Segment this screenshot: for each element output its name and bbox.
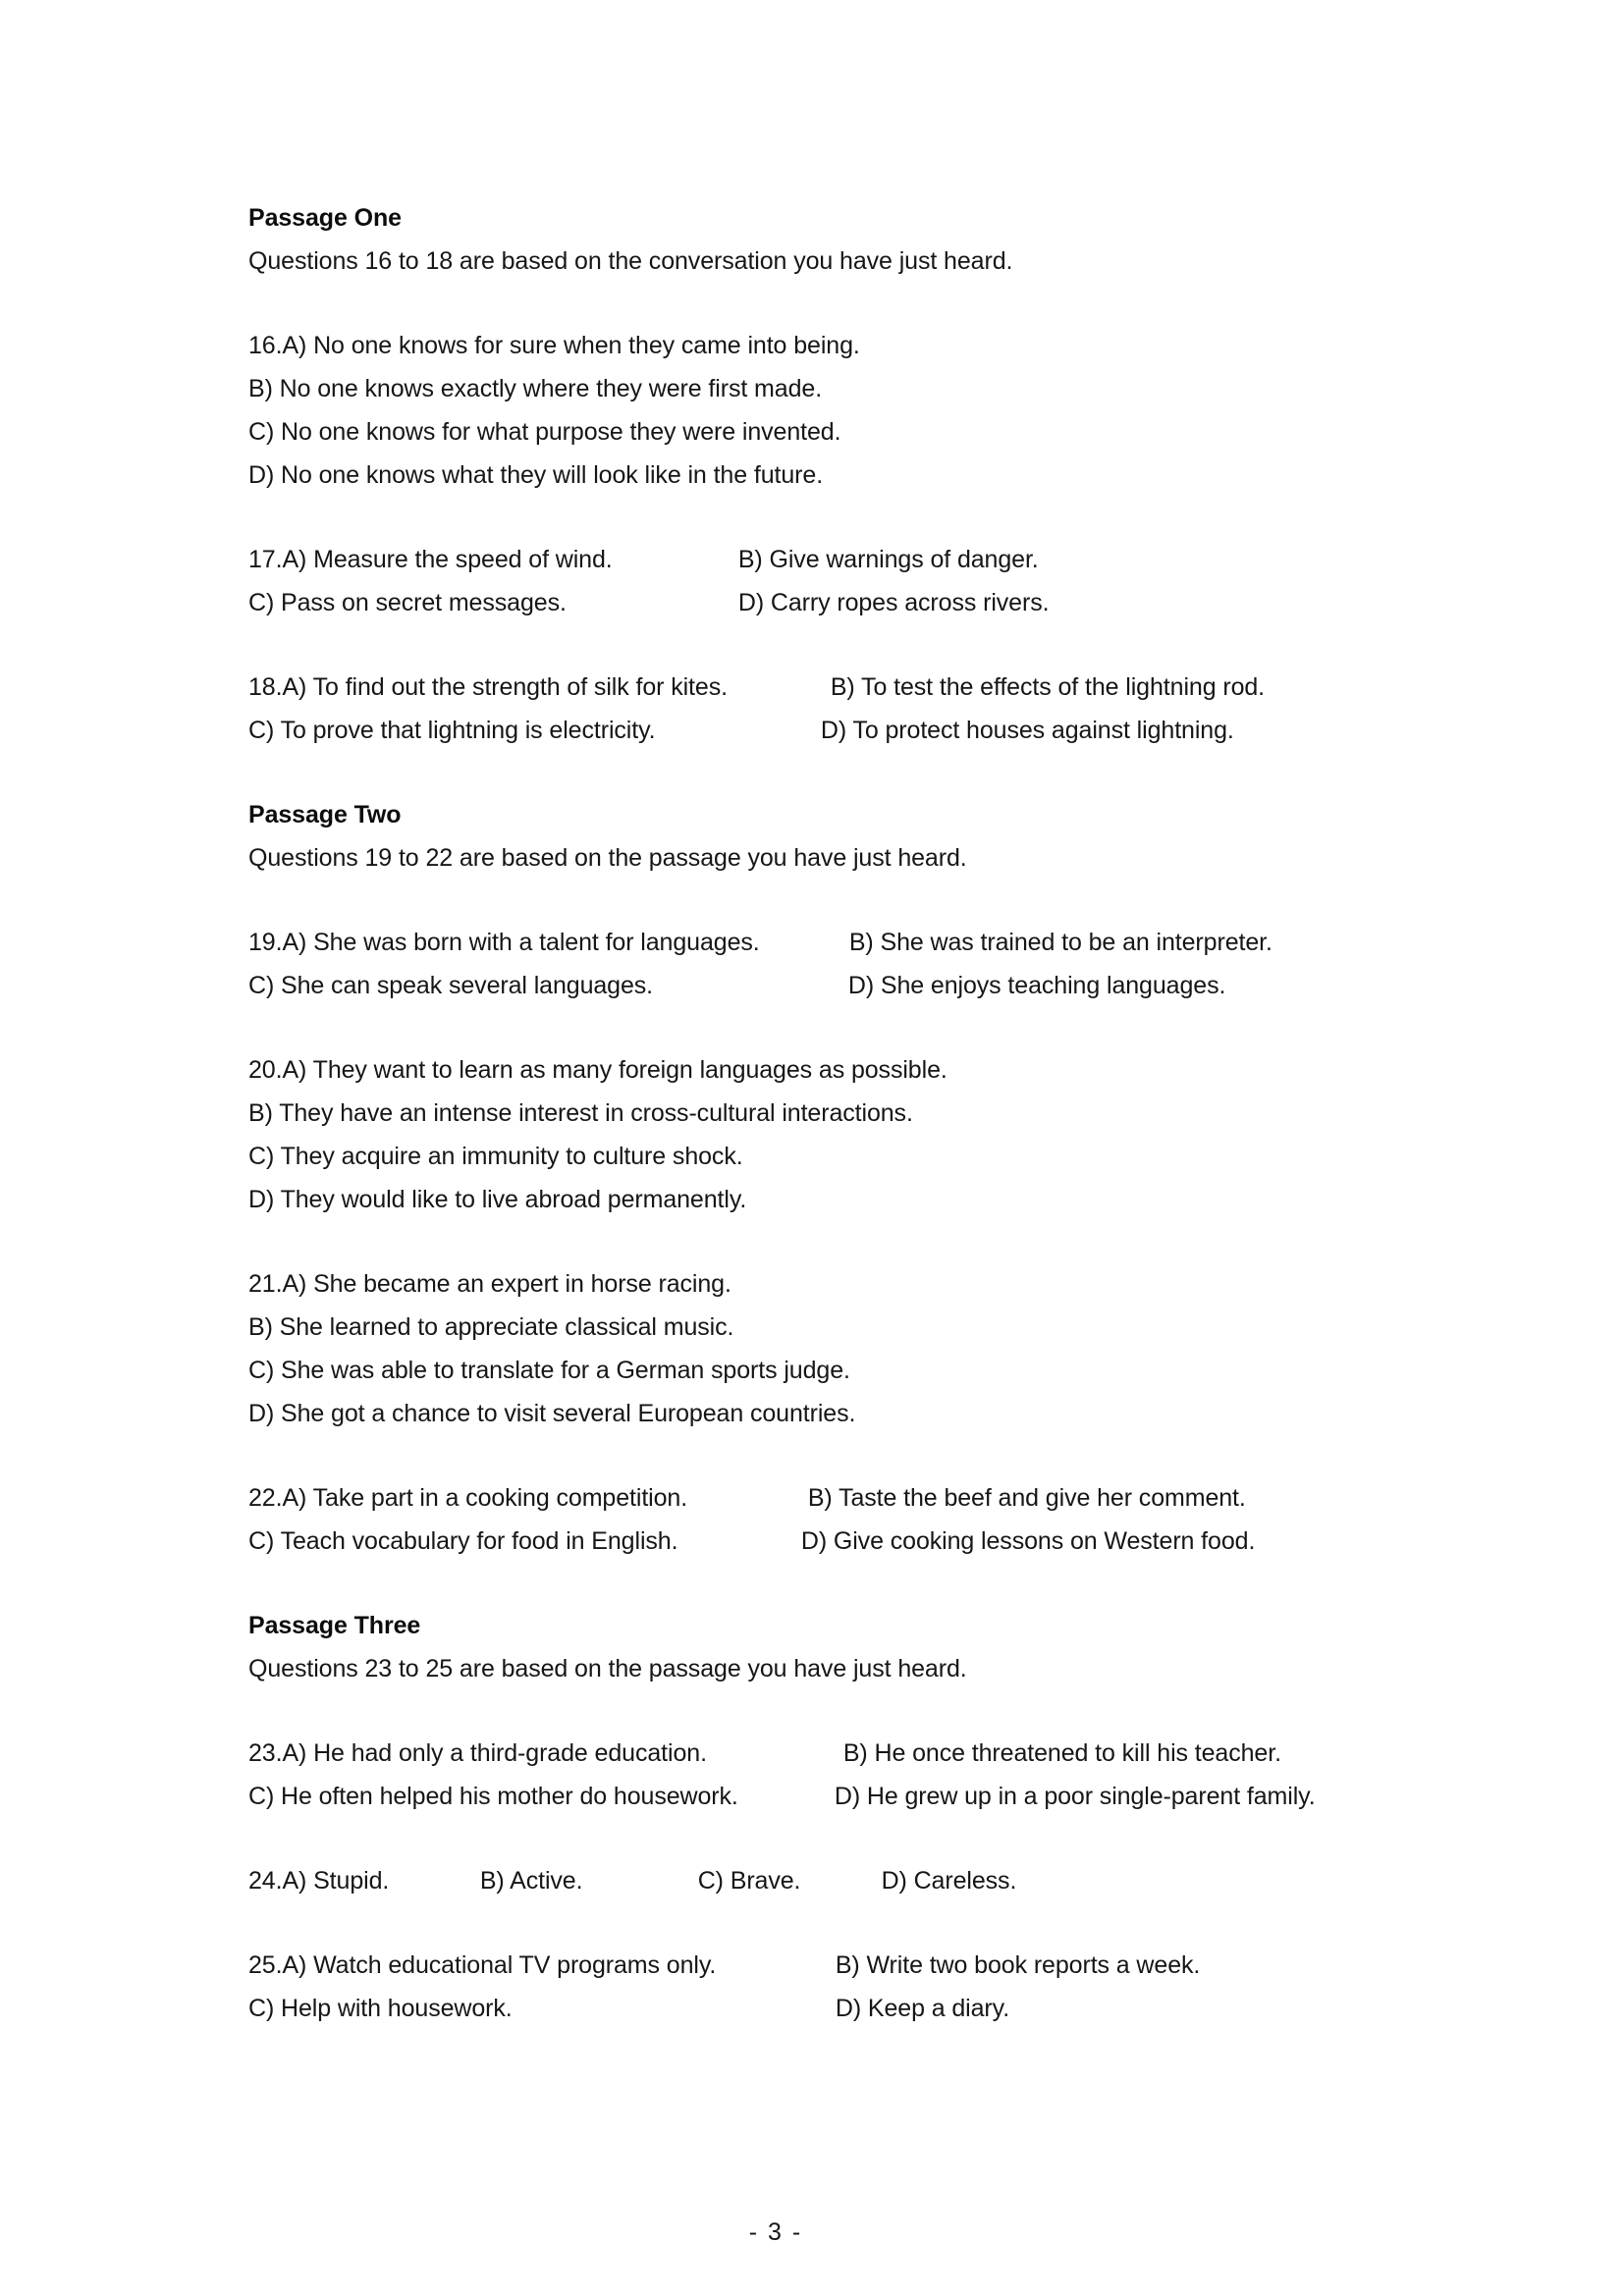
question-22-option-d: D) Give cooking lessons on Western food. (800, 1527, 1256, 1555)
passage-one-instruction: Questions 16 to 18 are based on the conversation you have just heard. (248, 247, 1013, 275)
spacer (248, 1007, 1585, 1048)
question-24-option-b: B) Active. (479, 1867, 583, 1895)
question-24-option-c: C) Brave. (697, 1867, 801, 1895)
question-23-row-2 (248, 1775, 1585, 1818)
question-20-option-c: C) They acquire an immunity to culture shock. (248, 1143, 743, 1170)
passage-three-title: Passage Three (248, 1612, 421, 1639)
spacer (248, 1690, 1585, 1732)
question-18-option-c: C) To prove that lightning is electricity. (248, 717, 656, 744)
question-23-option-a: 23.A) He had only a third-grade education. (248, 1739, 707, 1767)
question-19-option-a: 19.A) She was born with a talent for languages. (248, 929, 760, 956)
question-18-option-b: B) To test the effects of the lightning rod. (830, 673, 1266, 701)
page-number: - 3 - (748, 2218, 803, 2246)
question-16-option-c: C) No one knows for what purpose they were invented. (248, 418, 841, 446)
spacer (248, 1818, 1585, 1859)
question-20-option-b: B) They have an intense interest in cross-cultural interactions. (248, 1099, 913, 1127)
passage-one-title: Passage One (248, 204, 402, 232)
question-22-option-a: 22.A) Take part in a cooking competition. (248, 1484, 688, 1512)
question-25-option-a: 25.A) Watch educational TV programs only. (248, 1951, 717, 1979)
question-16-option-d: D) No one knows what they will look like in the future. (248, 461, 824, 489)
question-21-option-b: B) She learned to appreciate classical music. (248, 1313, 734, 1341)
passage-two-title: Passage Two (248, 801, 402, 828)
question-19-row-2 (248, 964, 1585, 1007)
question-25-option-c: C) Help with housework. (248, 1995, 513, 2022)
question-19-option-b: B) She was trained to be an interpreter. (848, 929, 1272, 956)
question-17-option-a: 17.A) Measure the speed of wind. (248, 546, 613, 573)
spacer (248, 752, 1585, 793)
question-17-option-d: D) Carry ropes across rivers. (737, 589, 1050, 616)
question-22-row-1 (248, 1476, 1585, 1520)
question-20-option-d: D) They would like to live abroad permanently. (248, 1186, 747, 1213)
question-24-option-a: 24.A) Stupid. (248, 1867, 390, 1895)
passage-two-instruction: Questions 19 to 22 are based on the passage you have just heard. (248, 844, 967, 872)
question-24-option-d: D) Careless. (881, 1867, 1017, 1895)
question-22-option-b: B) Taste the beef and give her comment. (807, 1484, 1246, 1512)
question-20-option-a: 20.A) They want to learn as many foreign languages as possible. (248, 1056, 947, 1084)
question-18-option-d: D) To protect houses against lightning. (820, 717, 1234, 744)
question-23-row-1 (248, 1732, 1585, 1775)
question-23-option-c: C) He often helped his mother do housework. (248, 1783, 738, 1810)
question-17-row-1 (248, 538, 1585, 581)
question-22-option-c: C) Teach vocabulary for food in English. (248, 1527, 678, 1555)
question-16-option-a: 16.A) No one knows for sure when they came into being. (248, 332, 860, 359)
question-24-row-1 (248, 1859, 1585, 1902)
question-18-row-2 (248, 709, 1585, 752)
question-23-option-d: D) He grew up in a poor single-parent family. (834, 1783, 1316, 1810)
spacer (248, 1563, 1585, 1604)
spacer (248, 283, 1585, 324)
question-22-row-2 (248, 1520, 1585, 1563)
spacer (248, 1221, 1585, 1262)
spacer (248, 497, 1585, 538)
question-23-option-b: B) He once threatened to kill his teacher. (842, 1739, 1281, 1767)
question-17-row-2 (248, 581, 1585, 624)
question-17-option-c: C) Pass on secret messages. (248, 589, 567, 616)
question-17-option-b: B) Give warnings of danger. (737, 546, 1039, 573)
question-16-option-b: B) No one knows exactly where they were first made. (248, 375, 823, 402)
spacer (248, 880, 1585, 921)
spacer (248, 624, 1585, 666)
spacer (248, 1902, 1585, 1944)
question-25-option-d: D) Keep a diary. (835, 1995, 1010, 2022)
spacer (248, 1435, 1585, 1476)
question-19-row-1 (248, 921, 1585, 964)
question-19-option-d: D) She enjoys teaching languages. (847, 972, 1226, 999)
passage-three-instruction: Questions 23 to 25 are based on the passage you have just heard. (248, 1655, 967, 1682)
question-21-option-a: 21.A) She became an expert in horse racing. (248, 1270, 731, 1298)
question-21-option-c: C) She was able to translate for a German sports judge. (248, 1357, 850, 1384)
question-25-option-b: B) Write two book reports a week. (835, 1951, 1201, 1979)
question-19-option-c: C) She can speak several languages. (248, 972, 654, 999)
question-25-row-1 (248, 1944, 1585, 1987)
question-18-option-a: 18.A) To find out the strength of silk for kites. (248, 673, 728, 701)
question-25-row-2 (248, 1987, 1585, 2030)
question-18-row-1 (248, 666, 1585, 709)
question-21-option-d: D) She got a chance to visit several European countries. (248, 1400, 856, 1427)
